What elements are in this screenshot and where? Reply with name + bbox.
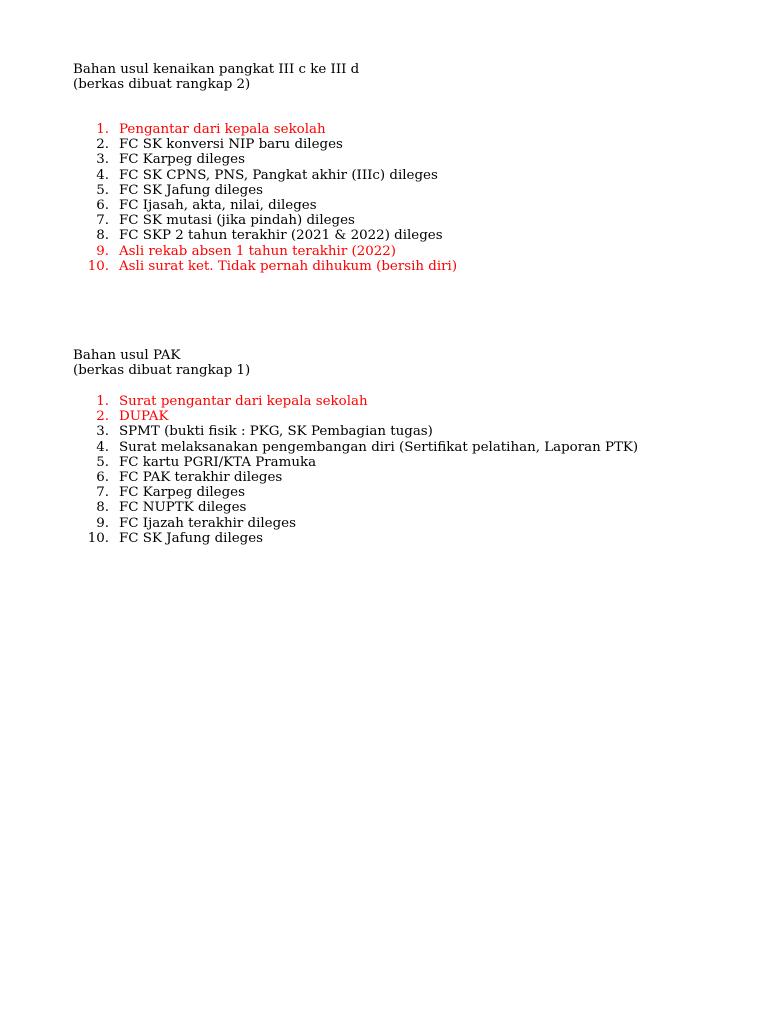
list-item [73, 213, 457, 228]
list-item-text: FC PAK terakhir dileges [119, 470, 283, 486]
list-item-number: 2. [96, 137, 109, 153]
list-item-number: 6. [96, 470, 109, 486]
section-kenaikan-pangkat-heading [73, 62, 359, 92]
list-item-text: FC SK konversi NIP baru dileges [119, 137, 343, 153]
list-item [73, 168, 457, 183]
list-item-text: Surat melaksanakan pengembangan diri (Sertifikat pelatihan, Laporan PTK) [119, 439, 639, 455]
list-item-text: FC SK Jafung dileges [119, 530, 264, 546]
list-item [73, 516, 638, 531]
list-item-number: 6. [96, 198, 109, 214]
list-item-number: 1. [96, 122, 109, 137]
list-item [73, 228, 457, 243]
list-item [73, 244, 457, 259]
list-item-text: SPMT (bukti fisik : PKG, SK Pembagian tugas) [119, 424, 433, 440]
list-item-number: 5. [96, 454, 109, 470]
list-item-number: 4. [96, 167, 109, 183]
list-item [73, 531, 638, 546]
list-item-text: FC SK CPNS, PNS, Pangkat akhir (IIIc) dileges [119, 167, 438, 183]
list-item-number: 4. [96, 439, 109, 455]
list-item-text: FC SK Jafung dileges [119, 182, 264, 198]
list-item-text: FC kartu PGRI/KTA Pramuka [119, 454, 317, 470]
list-item-text: DUPAK [119, 409, 169, 425]
list-item-number: 7. [96, 213, 109, 229]
list-item [73, 440, 638, 455]
pak-list [73, 394, 638, 546]
list-item-text: FC SK mutasi (jika pindah) dileges [119, 213, 355, 229]
list-item-number: 2. [96, 409, 109, 425]
list-item [73, 137, 457, 152]
list-item [73, 198, 457, 213]
list-item-text: FC Karpeg dileges [119, 152, 245, 168]
list-item [73, 409, 638, 424]
list-item [73, 424, 638, 439]
list-item-text: FC Ijazah terakhir dileges [119, 515, 296, 531]
list-item-number: 9. [96, 243, 109, 259]
kenaikan-pangkat-list [73, 122, 457, 274]
list-item-number: 5. [96, 182, 109, 198]
list-item-number: 10. [87, 258, 109, 274]
list-item-text: Asli rekab absen 1 tahun terakhir (2022) [119, 243, 397, 259]
list-item-text: FC NUPTK dileges [119, 500, 247, 516]
section-title: Bahan usul kenaikan pangkat III c ke III d [73, 62, 360, 77]
list-item-number: 8. [96, 500, 109, 516]
section-subtitle: (berkas dibuat rangkap 1) [73, 363, 251, 379]
list-item [73, 470, 638, 485]
list-item-text: Surat pengantar dari kepala sekolah [119, 394, 368, 409]
list-item [73, 259, 457, 274]
list-item [73, 394, 638, 409]
list-item [73, 183, 457, 198]
list-item [73, 122, 457, 137]
list-item-text: FC SKP 2 tahun terakhir (2021 & 2022) dileges [119, 228, 443, 244]
list-item-number: 1. [96, 394, 109, 409]
section-title: Bahan usul PAK [73, 348, 181, 363]
list-item-text: FC Karpeg dileges [119, 485, 245, 501]
list-item-number: 8. [96, 228, 109, 244]
section-pak-heading [73, 348, 250, 378]
list-item-number: 3. [96, 152, 109, 168]
list-item-text: Asli surat ket. Tidak pernah dihukum (bersih diri) [119, 258, 458, 274]
section-subtitle: (berkas dibuat rangkap 2) [73, 77, 251, 93]
list-item-number: 9. [96, 515, 109, 531]
list-item-number: 3. [96, 424, 109, 440]
list-item-text: Pengantar dari kepala sekolah [119, 122, 326, 137]
list-item [73, 152, 457, 167]
list-item-text: FC Ijasah, akta, nilai, dileges [119, 198, 317, 214]
list-item [73, 500, 638, 515]
list-item [73, 485, 638, 500]
list-item-number: 7. [96, 485, 109, 501]
list-item-number: 10. [87, 530, 109, 546]
list-item [73, 455, 638, 470]
